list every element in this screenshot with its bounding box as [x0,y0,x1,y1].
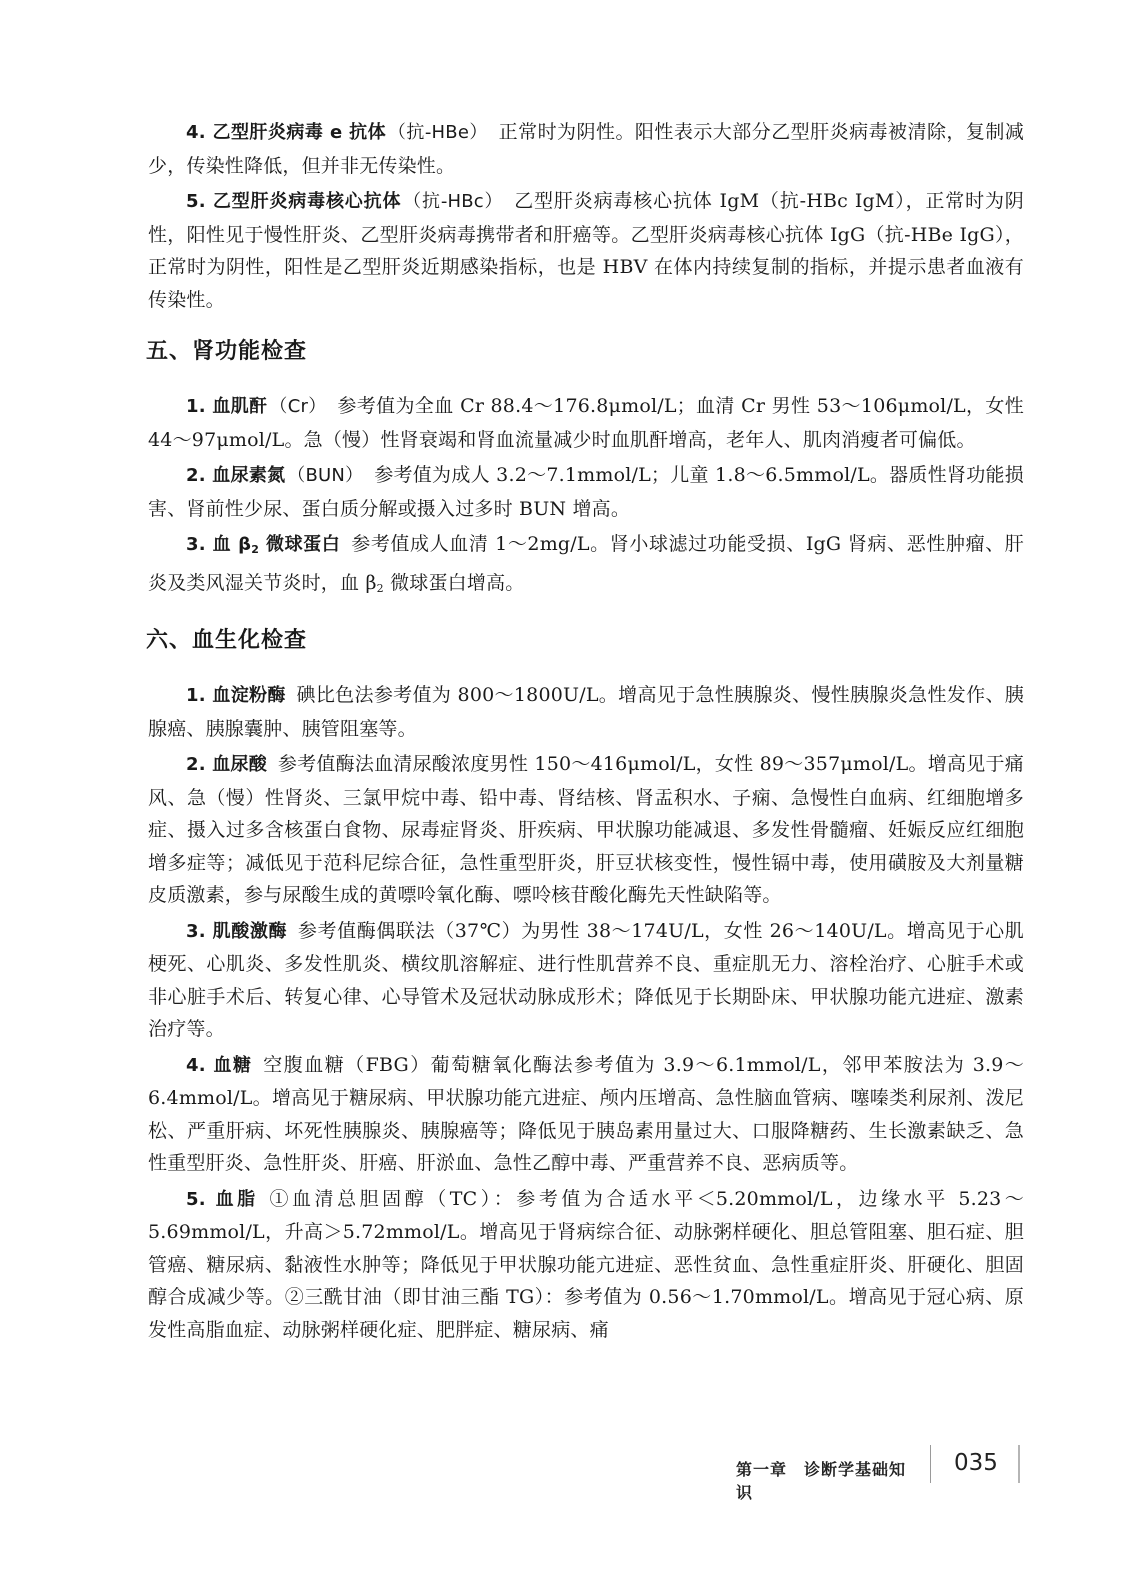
term-abbreviation: （抗-HBe） [387,122,488,143]
term-heading [186,465,363,486]
term-label: 5. 血脂 [186,1188,259,1210]
paragraph-text: 空腹血糖（FBG）葡萄糖氧化酶法参考值为 3.9～6.1mmol/L，邻甲苯胺法为 3.9～6.4mmol/L。增高见于糖尿病、甲状腺功能亢进症、颅内压增高、急性脑血管病、噻嗪类利尿剂、泼尼松、严重肝病、坏死性胰腺炎、胰腺癌等；降低见于胰岛素用量过大、口服降糖药、生长激素缺乏、急性重型肝炎、急性肝炎、肝癌、肝淤血、急性乙醇中毒、严重营养不良、恶病质等。 [148,1053,1024,1174]
paragraph-text: 参考值酶法血清尿酸浓度男性 150～416μmol/L，女性 89～357μmol/L。增高见于痛风、急（慢）性肾炎、三氯甲烷中毒、铅中毒、肾结核、肾盂积水、子痫、急慢性白血病、红细胞增多症、摄入过多含核蛋白食物、尿毒症肾炎、肝疾病、甲状腺功能减退、多发性骨髓瘤、妊娠反应红细胞增多症等；减低见于范科尼综合征，急性重型肝炎，肝豆状核变性，慢性镉中毒，使用磺胺及大剂量糖皮质激素，参与尿酸生成的黄嘌呤氧化酶、嘌呤核苷酸化酶先天性缺陷等。 [148,753,1024,906]
term-label: 3. 血 β [186,534,252,555]
paragraph-text: 参考值为成人 3.2～7.1mmol/L；儿童 1.8～6.5mmol/L。器质性肾功能损害、肾前性少尿、蛋白质分解或摄入过多时 BUN 增高。 [148,464,1024,520]
paragraph-creatine-kinase [148,915,1024,1046]
term-heading [186,191,503,212]
page-edge-rule [1018,1445,1020,1483]
subscript: 2 [376,581,384,595]
paragraph-uric-acid [148,748,1024,912]
subscript: 2 [251,543,260,556]
paragraph-blood-lipids [148,1183,1024,1347]
term-label: 5. 乙型肝炎病毒核心抗体 [186,191,402,212]
term-label-suffix: 微球蛋白 [259,534,341,555]
term-abbreviation: （BUN） [287,465,364,486]
term-abbreviation: （抗-HBc） [403,191,504,212]
page-body [148,116,1024,1349]
paragraph-text: 参考值为全血 Cr 88.4～176.8μmol/L；血清 Cr 男性 53～106μmol/L，女性 44～97μmol/L。急（慢）性肾衰竭和肾血流量减少时血肌酐增高，老年人、肌肉消瘦者可偏低。 [148,395,1024,451]
paragraph-creatinine [148,390,1024,456]
term-label: 3. 肌酸激酶 [186,920,288,942]
paragraph-text-suffix: 微球蛋白增高。 [383,571,525,594]
paragraph-amylase [148,679,1024,745]
term-label: 4. 乙型肝炎病毒 e 抗体 [186,122,387,143]
page-number: 035 [954,1450,998,1476]
paragraph-text: 乙型肝炎病毒核心抗体 IgM（抗-HBc IgM），正常时为阴性，阳性见于慢性肝炎、乙型肝炎病毒携带者和肝癌等。乙型肝炎病毒核心抗体 IgG（抗-HBe IgG），正常时为阴性，阳性是乙型肝炎近期感染指标，也是 HBV 在体内持续复制的指标，并提示患者血液有传染性。 [148,190,1024,311]
term-label: 2. 血尿素氮 [186,465,286,486]
paragraph-text: ①血清总胆固醇（TC）：参考值为合适水平＜5.20mmol/L，边缘水平 5.23～5.69mmol/L，升高＞5.72mmol/L。增高见于肾病综合征、动脉粥样硬化、胆总管阻塞、胆石症、胆管癌、糖尿病、黏液性水肿等；降低见于甲状腺功能亢进症、恶性贫血、急性重症肝炎、肝硬化、胆固醇合成减少等。②三酰甘油（即甘油三酯 TG）：参考值为 0.56～1.70mmol/L。增高见于冠心病、原发性高脂血症、动脉粥样硬化症、肥胖症、糖尿病、痛 [148,1187,1024,1341]
term-heading [186,534,340,555]
paragraph-text: 参考值酶偶联法（37℃）为男性 38～174U/L，女性 26～140U/L。增高见于心肌梗死、心肌炎、多发性肌炎、横纹肌溶解症、进行性肌营养不良、重症肌无力、溶栓治疗、心脏手术或非心脏手术后、转复心律、心导管术及冠状动脉成形术；降低见于长期卧床、甲状腺功能亢进症、激素治疗等。 [148,919,1024,1040]
section-heading-biochemistry: 六、血生化检查 [146,628,308,653]
paragraph-hbc-antibody [148,185,1024,316]
term-label: 2. 血尿酸 [186,754,268,775]
paragraph-blood-glucose [148,1049,1024,1180]
term-heading [186,396,327,417]
footer-chapter-title: 第一章 诊断学基础知识 [736,1460,907,1502]
paragraph-b2-microglobulin [148,528,1024,605]
paragraph-bun [148,459,1024,525]
paragraph-text: 碘比色法参考值为 800～1800U/L。增高见于急性胰腺炎、慢性胰腺炎急性发作、胰腺癌、胰腺囊肿、胰管阻塞等。 [148,684,1025,740]
term-abbreviation: （Cr） [269,396,327,417]
paragraph-text: 参考值成人血清 1～2mg/L。肾小球滤过功能受损、IgG 肾病、恶性肿瘤、肝炎及类风湿关节炎时，血 β [148,533,1024,594]
section-heading-renal: 五、肾功能检查 [146,339,308,364]
paragraph-hbe-antibody [148,116,1024,182]
term-label: 4. 血糖 [186,1054,253,1076]
term-heading [186,122,488,143]
term-label: 1. 血肌酐 [186,396,268,417]
term-label: 1. 血淀粉酶 [186,685,286,706]
footer-divider [930,1445,931,1483]
paragraph-text: 正常时为阴性。阳性表示大部分乙型肝炎病毒被清除，复制减少，传染性降低，但并非无传染性。 [148,121,1025,177]
